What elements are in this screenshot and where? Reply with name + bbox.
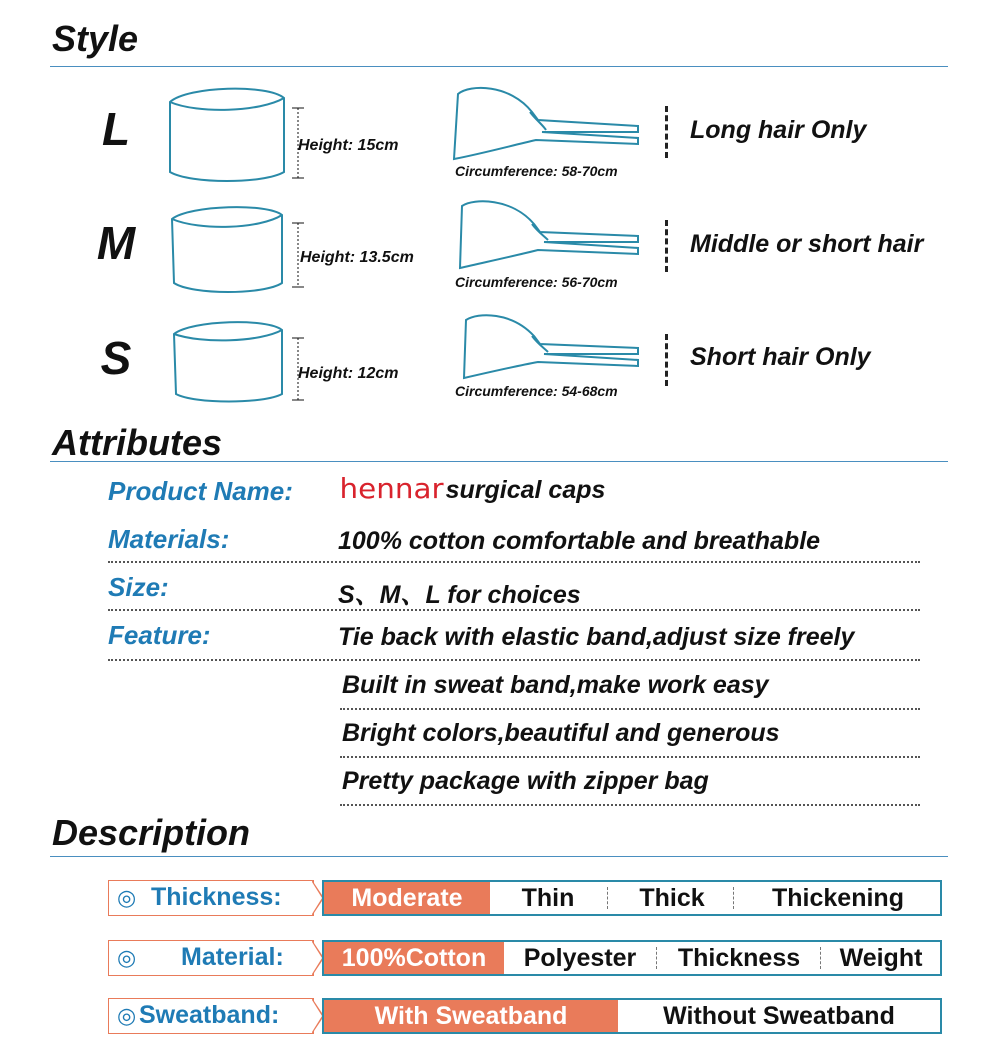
circle-icon: ◎ bbox=[117, 885, 137, 910]
cap-side-icon bbox=[456, 198, 656, 272]
row-divider bbox=[108, 609, 920, 611]
separator bbox=[665, 334, 668, 386]
material-label: Material: bbox=[181, 943, 284, 971]
section-divider bbox=[50, 461, 948, 462]
circumference-label: Circumference: 54-68cm bbox=[455, 383, 618, 399]
option[interactable]: Polyester bbox=[523, 944, 637, 972]
product-name-label: Product Name: bbox=[108, 476, 293, 506]
size-letter: L bbox=[101, 103, 131, 155]
cap-front-icon bbox=[168, 88, 308, 182]
hair-length-label: Middle or short hair bbox=[690, 230, 924, 258]
product-type: surgical caps bbox=[445, 476, 606, 504]
section-divider bbox=[50, 66, 948, 67]
height-label: Height: 12cm bbox=[298, 365, 399, 382]
height-label: Height: 15cm bbox=[298, 137, 399, 154]
product-name-value bbox=[339, 472, 606, 505]
option[interactable]: Thickening bbox=[772, 884, 904, 912]
size-letter: M bbox=[96, 217, 136, 269]
separator bbox=[665, 106, 668, 158]
separator bbox=[665, 220, 668, 272]
option-selected[interactable]: With Sweatband bbox=[324, 1000, 618, 1032]
hair-length-label: Short hair Only bbox=[690, 343, 871, 371]
option[interactable]: Thickness bbox=[677, 944, 801, 972]
material-label-box bbox=[108, 940, 314, 976]
section-title-attributes: Attributes bbox=[52, 422, 222, 463]
feature-label: Feature: bbox=[108, 620, 211, 650]
height-label: Height: 13.5cm bbox=[300, 249, 414, 266]
feature-item: Tie back with elastic band,adjust size freely bbox=[338, 623, 855, 651]
feature-item: Built in sweat band,make work easy bbox=[342, 671, 769, 699]
material-options bbox=[322, 940, 942, 976]
row-divider bbox=[340, 708, 920, 710]
hair-length-label: Long hair Only bbox=[690, 116, 867, 144]
row-divider bbox=[340, 756, 920, 758]
thickness-label: Thickness: bbox=[151, 883, 282, 911]
row-divider bbox=[108, 561, 920, 563]
sweatband-options bbox=[322, 998, 942, 1034]
section-divider bbox=[50, 856, 948, 857]
size-letter: S bbox=[100, 332, 132, 384]
option[interactable]: Thin bbox=[521, 884, 575, 912]
size-label: Size: bbox=[108, 572, 169, 602]
feature-item: Pretty package with zipper bag bbox=[342, 767, 709, 795]
size-value: S、M、L for choices bbox=[338, 581, 581, 609]
section-title-style: Style bbox=[52, 18, 139, 59]
sweatband-label: Sweatband: bbox=[139, 1001, 280, 1029]
option[interactable]: Weight bbox=[839, 944, 923, 972]
feature-item: Bright colors,beautiful and generous bbox=[342, 719, 780, 747]
cap-side-icon bbox=[460, 312, 650, 382]
brand-logo: hennar bbox=[339, 472, 444, 505]
materials-value: 100% cotton comfortable and breathable bbox=[338, 527, 821, 555]
cap-side-icon bbox=[450, 84, 650, 164]
circumference-label: Circumference: 58-70cm bbox=[455, 163, 618, 179]
circle-icon: ◎ bbox=[117, 1003, 137, 1028]
thickness-label-box bbox=[108, 880, 314, 916]
thickness-options bbox=[322, 880, 942, 916]
section-title-description: Description bbox=[52, 812, 251, 853]
option-selected[interactable]: 100%Cotton bbox=[324, 942, 504, 974]
option[interactable]: Without Sweatband bbox=[663, 1002, 895, 1030]
cap-front-icon bbox=[172, 322, 312, 404]
circle-icon: ◎ bbox=[117, 945, 137, 970]
sweatband-label-box bbox=[108, 998, 314, 1034]
row-divider bbox=[340, 804, 920, 806]
option[interactable]: Thick bbox=[639, 884, 705, 912]
cap-front-icon bbox=[170, 207, 310, 293]
row-divider bbox=[108, 659, 920, 661]
circumference-label: Circumference: 56-70cm bbox=[455, 274, 618, 290]
materials-label: Materials: bbox=[108, 524, 230, 554]
option-selected[interactable]: Moderate bbox=[324, 882, 490, 914]
